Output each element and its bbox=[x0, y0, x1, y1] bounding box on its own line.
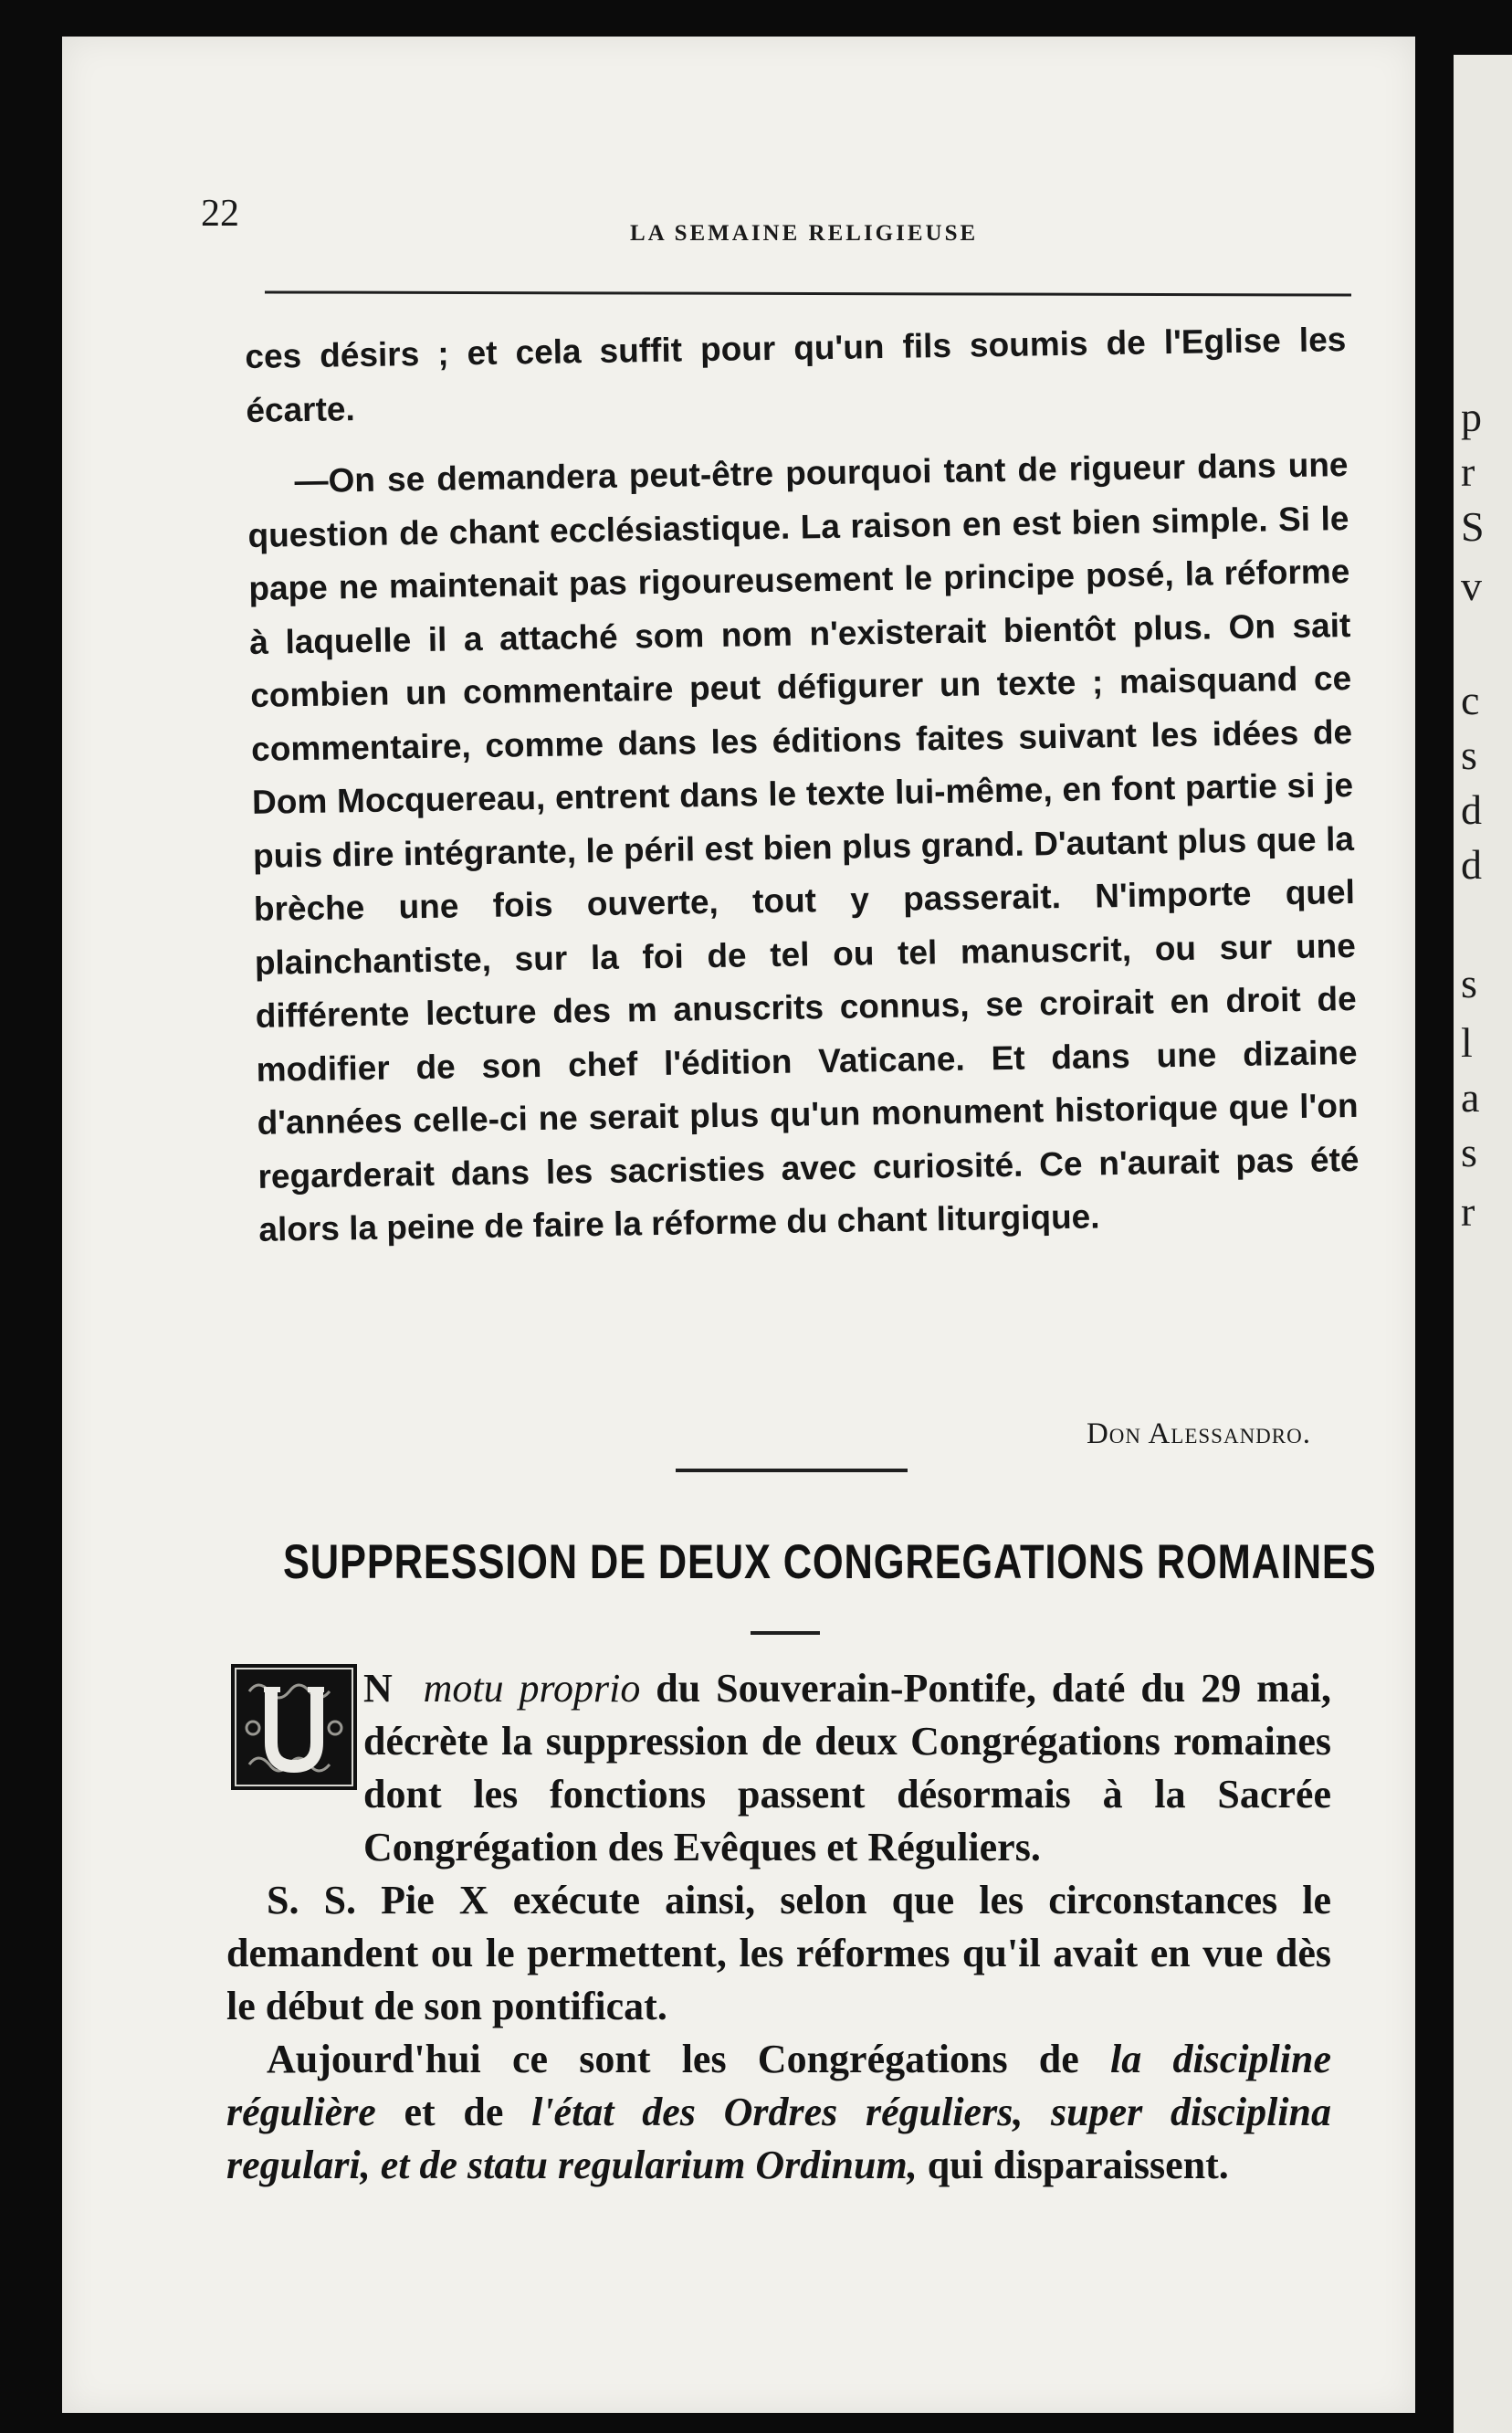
next-page-fragment: s bbox=[1461, 1129, 1477, 1175]
author-signature: Don Alessandro. bbox=[1086, 1417, 1311, 1450]
next-page-fragment: S bbox=[1461, 503, 1485, 550]
next-page-fragment: d bbox=[1461, 841, 1482, 888]
italic-phrase: l'état des Ordres réguliers, super disciplina regulari, et de statu regularium Ordinum, bbox=[226, 2090, 1332, 2187]
first-article-body bbox=[245, 313, 1360, 1257]
next-page-fragment: v bbox=[1461, 563, 1482, 609]
para-text: qui disparaissent. bbox=[927, 2143, 1229, 2187]
paragraph bbox=[226, 2033, 1331, 2192]
adjacent-page-edge bbox=[1454, 55, 1512, 2433]
lead-text: du Souverain-Pontife, daté du 29 mai, décrète la suppression de deux Congrégations romaines dont les fonctions passent désormais à la Sacrée Congrégation des Evêques et Réguliers. bbox=[363, 1666, 1332, 1870]
para-text: Aujourd'hui ce sont les Congrégations de bbox=[267, 2037, 1079, 2081]
next-page-fragment: s bbox=[1461, 732, 1477, 778]
lead-letters: N bbox=[363, 1666, 393, 1711]
article-separator-rule bbox=[676, 1469, 908, 1472]
next-page-fragment: p bbox=[1461, 394, 1482, 440]
italic-phrase: la discipline régulière bbox=[226, 2037, 1332, 2134]
next-page-fragment: a bbox=[1461, 1074, 1480, 1121]
next-page-fragment: s bbox=[1461, 960, 1477, 1006]
running-head: LA SEMAINE RELIGIEUSE bbox=[630, 221, 979, 246]
next-page-fragment: c bbox=[1461, 677, 1480, 723]
para-text: et de bbox=[404, 2090, 504, 2134]
page-number: 22 bbox=[201, 193, 239, 235]
next-page-fragment: r bbox=[1461, 448, 1475, 495]
title-underline-rule bbox=[751, 1631, 820, 1635]
paragraph: —On se demandera peut-être pourquoi tant de rigueur dans une question de chant ecclésiastique. La raison en est bien simple. Si le pape ne maintenait pas rigoureusement le principe posé, la réforme à laquelle il a attaché som nom n'existerait bientôt plus. On sait combien un commentaire peut défigurer un texte ; maisquand ce commentaire, comme dans les éditions faites suivant les idées de Dom Mocquereau, entrent dans le texte lui-même, en font partie si je puis dire intégrante, le péril est bien plus grand. D'autant plus que la brèche une fois ouverte, tout y passerait. N'importe quel plainchantiste, sur la foi de tel ou tel manuscrit, ou sur une différente lecture des m anuscrits connus, se croirait en droit de modifier de son chef l'édition Vaticane. Et dans une dizaine d'années celle-ci ne serait plus qu'un monument historique que l'on regarderait dans les sacristies avec curiosité. Ce n'aurait pas été alors la peine de faire la réforme du chant liturgique. bbox=[247, 446, 1360, 1248]
next-page-fragment: r bbox=[1461, 1188, 1475, 1235]
lead-paragraph bbox=[226, 1662, 1331, 1874]
paragraph: S. S. Pie X exécute ainsi, selon que les circonstances le demandent ou le permettent, les réformes qu'il avait en vue dès le début de son pontificat. bbox=[226, 1878, 1331, 2028]
next-page-fragment: l bbox=[1461, 1019, 1473, 1066]
section-title: SUPPRESSION DE DEUX CONGREGATIONS ROMAINES bbox=[283, 1535, 1377, 1589]
next-page-fragment: d bbox=[1461, 786, 1482, 833]
page-header bbox=[201, 164, 1360, 246]
continued-paragraph: ces désirs ; et cela suffit pour qu'un fils soumis de l'Eglise les écarte. bbox=[245, 321, 1347, 429]
second-article-body bbox=[226, 1662, 1331, 2192]
italic-phrase: motu proprio bbox=[423, 1666, 641, 1711]
